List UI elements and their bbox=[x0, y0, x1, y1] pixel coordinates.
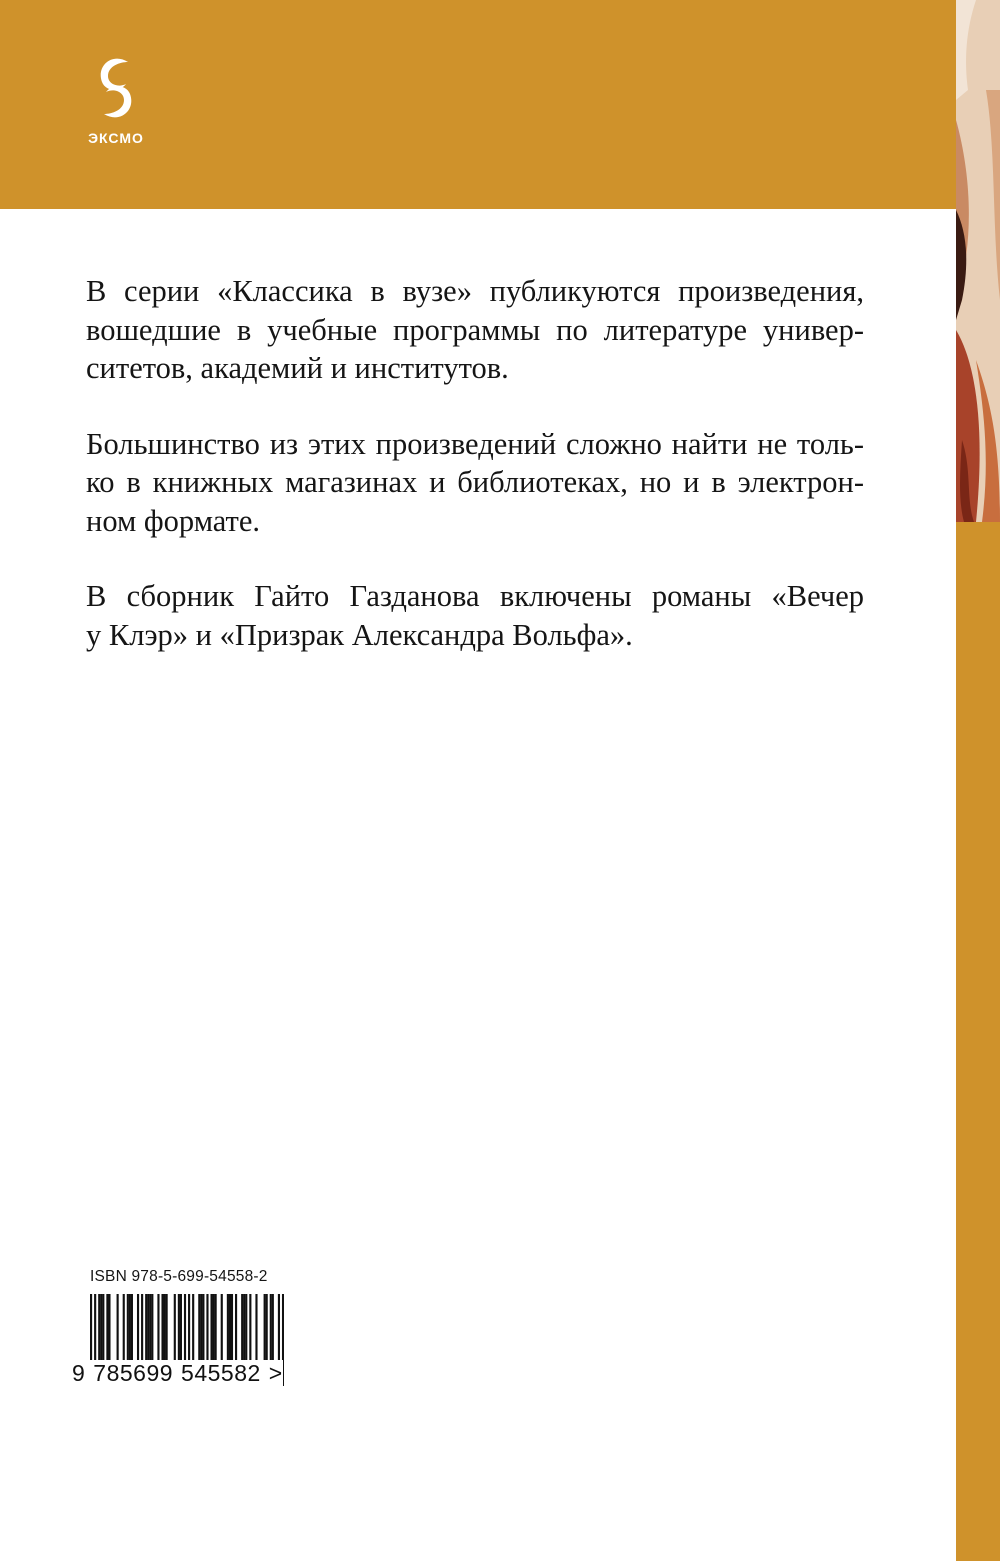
text-line: у Клэр» и «Призрак Александра Вольфа». bbox=[86, 617, 633, 652]
barcode-end-mark: > bbox=[268, 1360, 283, 1386]
barcode-right-group: 545582 bbox=[181, 1360, 261, 1386]
text-line: ситетов, академий и институтов. bbox=[86, 351, 509, 385]
text-line: В сборник Гайто Газданова включены романы «Вечер bbox=[86, 579, 864, 613]
top-color-band bbox=[0, 0, 956, 209]
description-paragraph bbox=[86, 425, 864, 541]
description-paragraph bbox=[86, 272, 864, 388]
publisher-name: ЭКСМО bbox=[88, 130, 144, 146]
spine-painting-art bbox=[956, 0, 1000, 522]
eksmo-logo-icon bbox=[94, 56, 138, 120]
barcode-left-group: 785699 bbox=[93, 1360, 174, 1386]
text-line: ном формате. bbox=[86, 503, 261, 538]
description-paragraph bbox=[86, 577, 864, 654]
isbn-label: ISBN 978-5-699-54558-2 bbox=[90, 1268, 268, 1285]
series-description bbox=[86, 272, 864, 691]
barcode-lead-digit: 9 bbox=[72, 1360, 86, 1386]
text-line: В серии «Классика в вузе» публикуются произведения, bbox=[86, 274, 864, 308]
text-line: вошедшие в учебные программы по литературе универ- bbox=[86, 312, 864, 347]
publisher-logo bbox=[76, 56, 156, 156]
spine-color-band bbox=[956, 522, 1000, 1561]
spine-painting-fragment bbox=[956, 0, 1000, 522]
barcode-digits bbox=[72, 1360, 283, 1387]
text-line: Большинство из этих произведений сложно найти не толь- bbox=[86, 426, 864, 461]
text-line: ко в книжных магазинах и библиотеках, но и в электрон- bbox=[86, 465, 864, 499]
